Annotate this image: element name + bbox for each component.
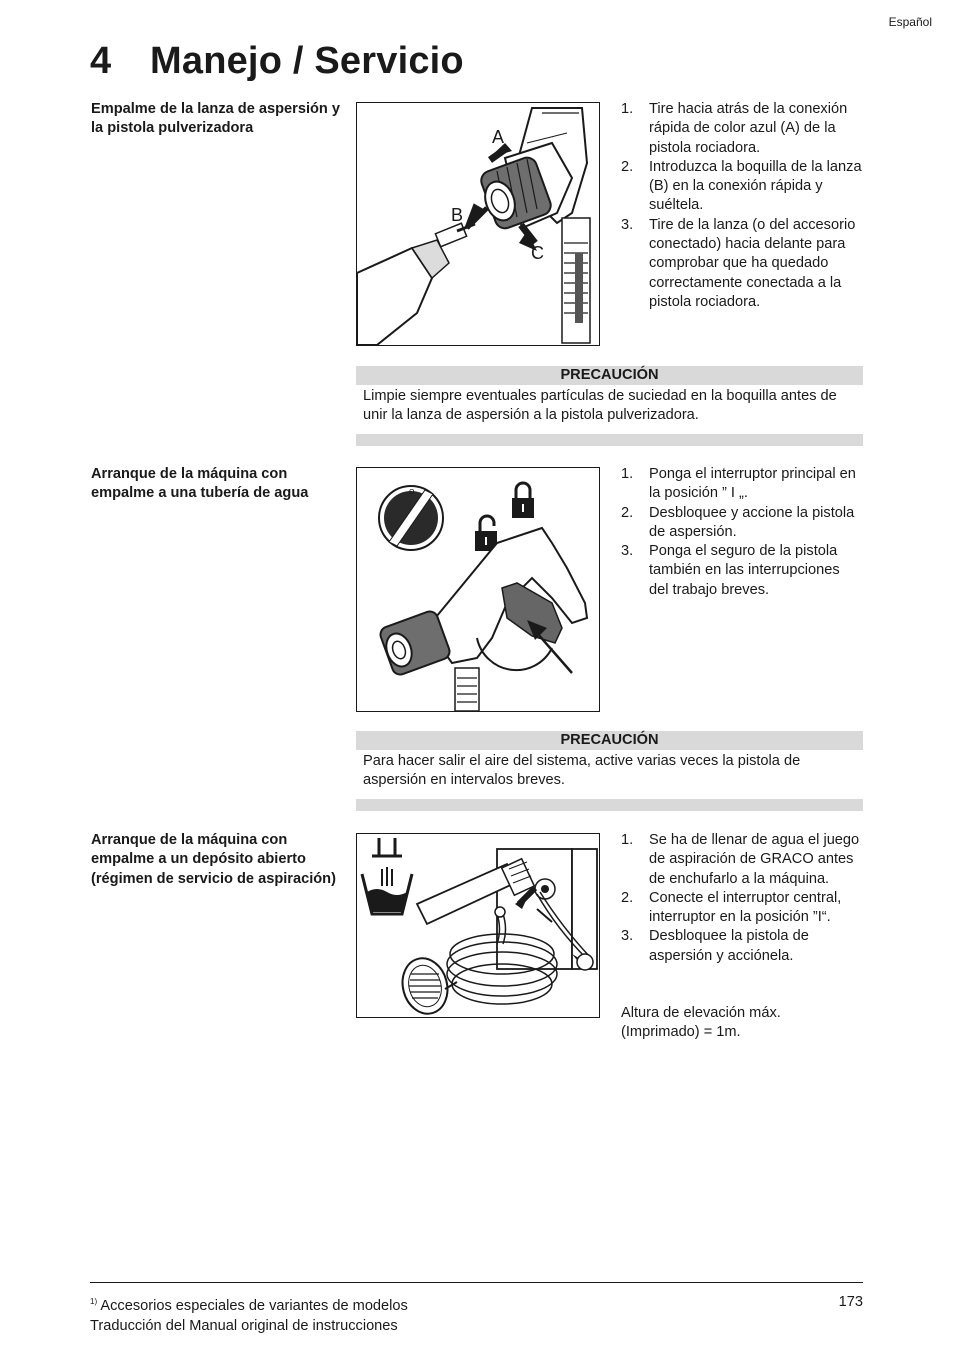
list-item: 1. Ponga el interruptor principal en la posición ” I „. bbox=[621, 466, 856, 502]
page-number: 173 bbox=[838, 1294, 863, 1310]
lance-gun-connection-illustration bbox=[357, 103, 599, 345]
lift-height-note: Altura de elevación máx. (Imprimado) = 1m. bbox=[621, 1005, 781, 1041]
list-item: 1. Se ha de llenar de agua el juego de aspiración de GRACO antes de enchufarlo a la máquina. bbox=[621, 832, 860, 887]
chapter-title: Manejo / Servicio bbox=[150, 40, 464, 82]
footer-divider bbox=[90, 1282, 863, 1283]
list-item: 3. Ponga el seguro de la pistola también en las interrupciones del trabajo breves. bbox=[621, 543, 840, 598]
footer-subtitle: Traducción del Manual original de instrucciones bbox=[90, 1318, 398, 1334]
section-label-water-line-start: Arranque de la máquina con empalme a una tubería de agua bbox=[91, 466, 309, 502]
lock-closed-icon bbox=[512, 483, 534, 518]
list-item: 1. Tire hacia atrás de la conexión rápida de color azul (A) de la pistola rociadora. bbox=[621, 101, 848, 156]
spray-gun-trigger-illustration bbox=[357, 468, 599, 711]
figure-suction-kit bbox=[356, 833, 600, 1018]
list-item: 2. Introduzca la boquilla de la lanza (B) en la conexión rápida y suéltela. bbox=[621, 158, 862, 214]
caution-text: Para hacer salir el aire del sistema, active varias veces la pistola de aspersión en intervalos breves. bbox=[363, 753, 801, 789]
caution-box-1 bbox=[356, 366, 863, 446]
caution-footer-bar bbox=[356, 434, 863, 446]
callout-c: C bbox=[531, 243, 544, 263]
figure-lance-connection bbox=[356, 102, 600, 346]
figure-gun-unlock bbox=[356, 467, 600, 712]
caution-title: PRECAUCIÓN bbox=[356, 731, 863, 750]
list-item: 2. Conecte el interruptor central, interruptor en la posición ”I“. bbox=[621, 889, 842, 926]
svg-text:O: O bbox=[409, 488, 415, 496]
caution-text: Limpie siempre eventuales partículas de suciedad en la boquilla antes de unir la lanza de aspersión a la pistola pulverizadora. bbox=[363, 388, 837, 424]
suction-kit-illustration bbox=[357, 834, 599, 1017]
list-item: 3. Desbloquee la pistola de aspersión y acciónela. bbox=[621, 928, 809, 964]
caution-box-2 bbox=[356, 731, 863, 811]
steps-lance-connection bbox=[621, 100, 863, 312]
footnote-mark: 1) bbox=[90, 1297, 98, 1306]
steps-open-tank-start bbox=[621, 831, 863, 966]
callout-a: A bbox=[492, 127, 505, 147]
caution-footer-bar bbox=[356, 799, 863, 811]
section-label-lance-connection: Empalme de la lanza de aspersión y la pistola pulverizadora bbox=[91, 101, 341, 137]
chapter-number: 4 bbox=[90, 40, 112, 82]
footnote bbox=[90, 1292, 408, 1316]
list-item: 3. Tire de la lanza (o del accesorio conectado) hacia delante para comprobar que ha quedado correctamente conectada a la pistola rociadora. bbox=[621, 216, 856, 310]
footer-left bbox=[90, 1292, 408, 1336]
water-tank-icon bbox=[362, 838, 412, 914]
footnote-text: Accesorios especiales de variantes de modelos bbox=[100, 1298, 408, 1314]
language-label: Español bbox=[888, 15, 932, 29]
steps-water-line-start bbox=[621, 465, 863, 600]
chapter-heading bbox=[90, 40, 464, 83]
section-label-open-tank-start: Arranque de la máquina con empalme a un depósito abierto (régimen de servicio de aspiración) bbox=[91, 832, 336, 887]
caution-title: PRECAUCIÓN bbox=[356, 366, 863, 385]
callout-b: B bbox=[451, 205, 464, 225]
list-item: 2. Desbloquee y accione la pistola de aspersión. bbox=[621, 504, 855, 540]
